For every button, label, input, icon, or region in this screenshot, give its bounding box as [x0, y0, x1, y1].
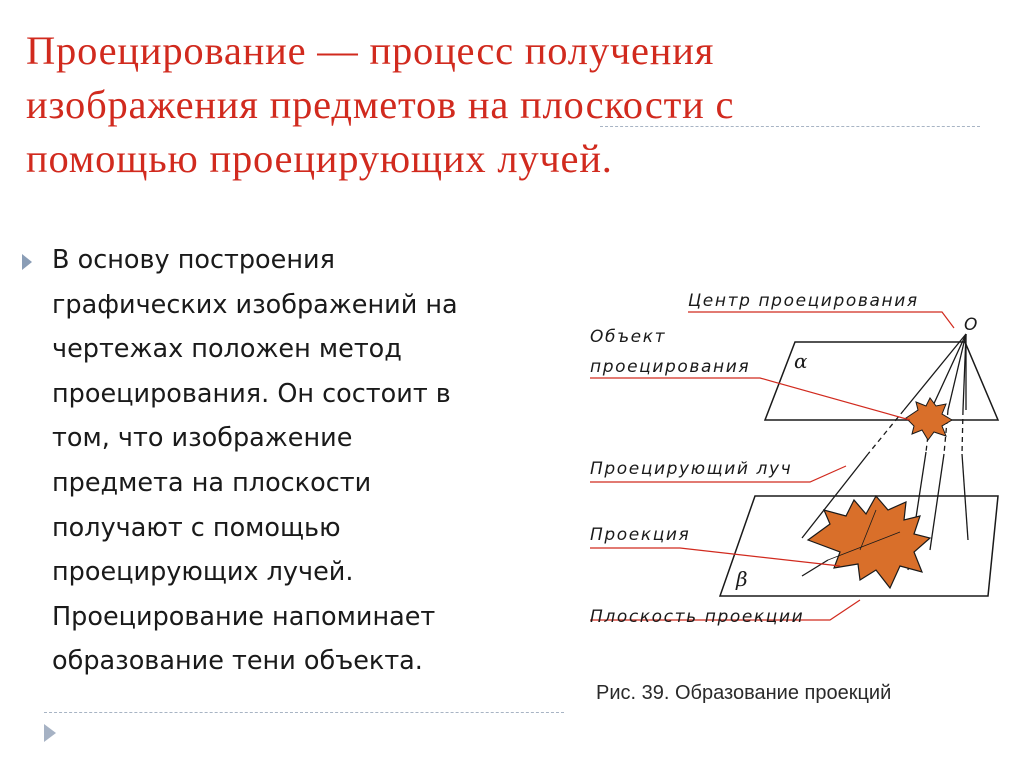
label-ray: Проецирующий луч — [590, 459, 793, 479]
label-object-line2: проецирования — [590, 357, 751, 377]
label-center-point: O — [964, 315, 979, 335]
slide-title: Проецирование — процесс получения изображения предметов на плоскости с помощью проецирующих лучей. — [26, 28, 735, 181]
projection-leaf — [808, 496, 930, 588]
title-divider — [600, 126, 980, 127]
label-center: Центр проецирования — [688, 291, 919, 311]
label-object-line1: Объект — [590, 327, 667, 347]
bullet-text: В основу построения графических изображений на чертежах положен метод проецирования. Он состоит в том, что изображение предмета на плоскости получают с помощью проецирующих лучей. Проецирование напоминает образование тени объекта. — [52, 245, 458, 677]
label-projection: Проекция — [590, 525, 691, 545]
object-leaf — [906, 398, 952, 440]
projection-figure — [570, 270, 1010, 690]
label-alpha: α — [794, 349, 808, 373]
bottom-triangle-icon — [44, 724, 56, 742]
label-plane: Плоскость проекции — [590, 607, 805, 627]
figure-caption: Рис. 39. Образование проекций — [596, 682, 892, 704]
bullet-triangle-icon — [22, 254, 32, 270]
label-beta: β — [736, 567, 748, 591]
bottom-divider — [44, 712, 564, 713]
